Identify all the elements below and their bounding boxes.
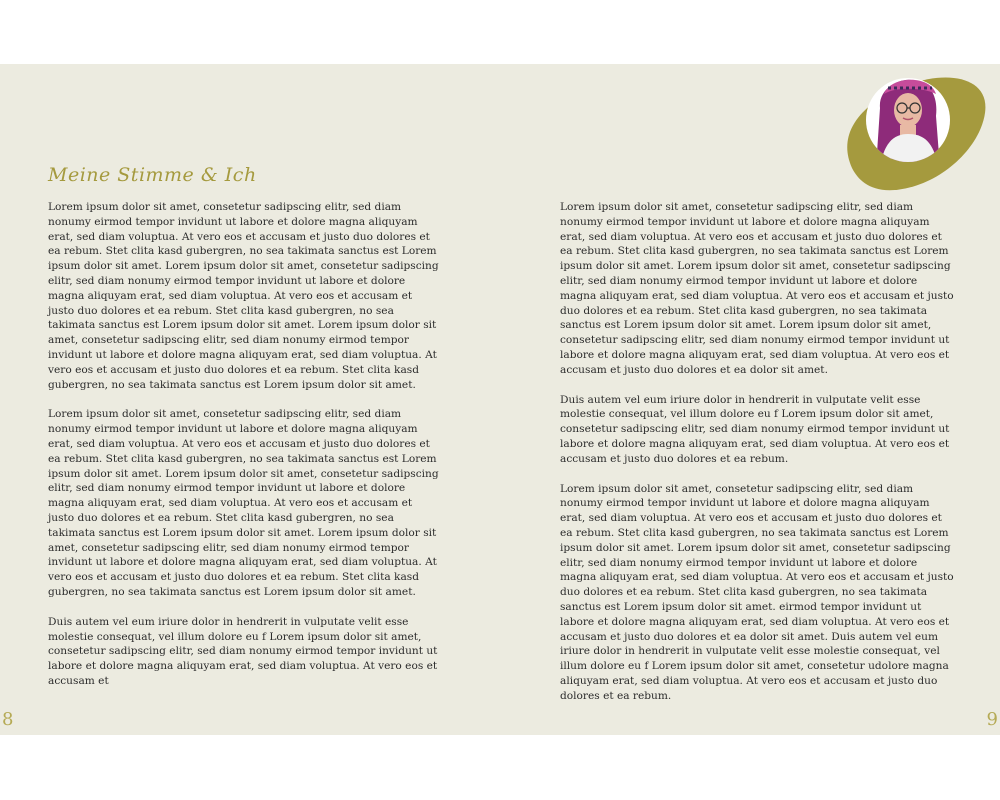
- paragraph: Lorem ipsum dolor sit amet, consetetur sadipscing elitr, sed diam nonumy eirmod tempor invidunt ut labore et dolore magna aliquyam erat, sed diam voluptua. At vero eos et accusam et justo duo dolores et ea rebum. Stet clita kasd gubergren, no sea takimata sanctus est Lorem ipsum dolor sit amet. Lorem ipsum dolor sit amet, consetetur sadipscing elitr, sed diam nonumy eirmod tempor invidunt ut labore et dolore magna aliquyam erat, sed diam voluptua. At vero eos et accusam et justo duo dolores et ea rebum. Stet clita kasd gubergren, no sea takimata sanctus est Lorem ipsum dolor sit amet. eirmod tempor invidunt ut labore et dolore magna aliquyam erat, sed diam voluptua. At vero eos et accusam et justo duo dolores et ea dolor sit amet. Duis autem vel eum iriure dolor in hendrerit in vulputate velit esse molestie consequat, vel illum dolore eu f Lorem ipsum dolor sit amet, consetetur udolore magna aliquyam erat, sed diam voluptua. At vero eos et accusam et justo duo dolores et ea rebum.: [560, 482, 954, 702]
- page-number-left: 8: [2, 709, 14, 730]
- portrait-figure: [876, 80, 940, 168]
- paragraph: Duis autem vel eum iriure dolor in hendrerit in vulputate velit esse molestie consequat, vel illum dolore eu f Lorem ipsum dolor sit amet, consetetur sadipscing elitr, sed diam nonumy eirmod tempor invidunt ut labore et dolore magna aliquyam erat, sed diam voluptua. At vero eos et accusam et: [48, 615, 438, 687]
- page-number-right: 9: [986, 709, 998, 730]
- left-text-column: [48, 200, 440, 704]
- paragraph: Lorem ipsum dolor sit amet, consetetur sadipscing elitr, sed diam nonumy eirmod tempor invidunt ut labore et dolore magna aliquyam erat, sed diam voluptua. At vero eos et accusam et justo duo dolores et ea rebum. Stet clita kasd gubergren, no sea takimata sanctus est Lorem ipsum dolor sit amet. Lorem ipsum dolor sit amet, consetetur sadipscing elitr, sed diam nonumy eirmod tempor invidunt ut labore et dolore magna aliquyam erat, sed diam voluptua. At vero eos et accusam et justo duo dolores et ea rebum. Stet clita kasd gubergren, no sea takimata sanctus est Lorem ipsum dolor sit amet. Lorem ipsum dolor sit amet, consetetur sadipscing elitr, sed diam nonumy eirmod tempor invidunt ut labore et dolore magna aliquyam erat, sed diam voluptua. At vero eos et accusam et justo duo dolores et ea rebum. Stet clita kasd gubergren, no sea takimata sanctus est Lorem ipsum dolor sit amet.: [48, 201, 439, 391]
- page-title: Meine Stimme & Ich: [48, 164, 257, 186]
- book-spread: [0, 64, 1000, 735]
- paragraph: Lorem ipsum dolor sit amet, consetetur sadipscing elitr, sed diam nonumy eirmod tempor invidunt ut labore et dolore magna aliquyam erat, sed diam voluptua. At vero eos et accusam et justo duo dolores et ea rebum. Stet clita kasd gubergren, no sea takimata sanctus est Lorem ipsum dolor sit amet. Lorem ipsum dolor sit amet, consetetur sadipscing elitr, sed diam nonumy eirmod tempor invidunt ut labore et dolore magna aliquyam erat, sed diam voluptua. At vero eos et accusam et justo duo dolores et ea rebum. Stet clita kasd gubergren, no sea takimata sanctus est Lorem ipsum dolor sit amet. Lorem ipsum dolor sit amet, consetetur sadipscing elitr, sed diam nonumy eirmod tempor invidunt ut labore et dolore magna aliquyam erat, sed diam voluptua. At vero eos et accusam et justo duo dolores et ea rebum. Stet clita kasd gubergren, no sea takimata sanctus est Lorem ipsum dolor sit amet.: [48, 408, 439, 598]
- portrait-photo-icon: [840, 68, 990, 193]
- right-page: [500, 64, 1000, 735]
- left-page: [0, 64, 500, 735]
- paragraph: Duis autem vel eum iriure dolor in hendrerit in vulputate velit esse molestie consequat, vel illum dolore eu f Lorem ipsum dolor sit amet, consetetur sadipscing elitr, sed diam nonumy eirmod tempor invidunt ut labore et dolore magna aliquyam erat, sed diam voluptua. At vero eos et accusam et justo duo dolores et ea rebum.: [560, 393, 950, 465]
- right-text-column: [560, 200, 954, 719]
- paragraph: Lorem ipsum dolor sit amet, consetetur sadipscing elitr, sed diam nonumy eirmod tempor invidunt ut labore et dolore magna aliquyam erat, sed diam voluptua. At vero eos et accusam et justo duo dolores et ea rebum. Stet clita kasd gubergren, no sea takimata sanctus est Lorem ipsum dolor sit amet. Lorem ipsum dolor sit amet, consetetur sadipscing elitr, sed diam nonumy eirmod tempor invidunt ut labore et dolore magna aliquyam erat, sed diam voluptua. At vero eos et accusam et justo duo dolores et ea rebum. Stet clita kasd gubergren, no sea takimata sanctus est Lorem ipsum dolor sit amet. Lorem ipsum dolor sit amet, consetetur sadipscing elitr, sed diam nonumy eirmod tempor invidunt ut labore et dolore magna aliquyam erat, sed diam voluptua. At vero eos et accusam et justo duo dolores et ea dolor sit amet.: [560, 201, 954, 376]
